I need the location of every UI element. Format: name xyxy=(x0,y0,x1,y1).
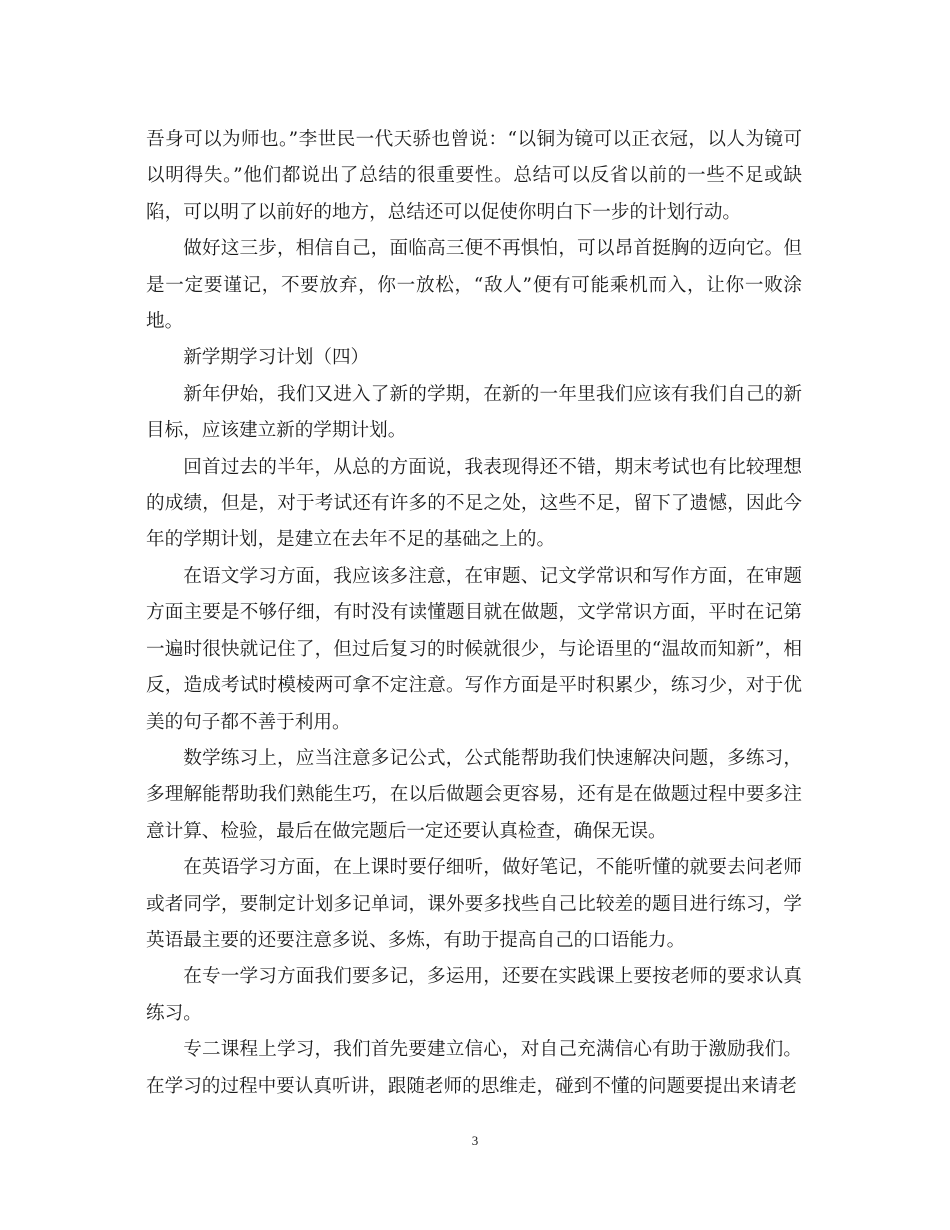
document-body xyxy=(146,122,802,1105)
paragraph: 新年伊始，我们又进入了新的学期，在新的一年里我们应该有我们自己的新目标，应该建立新的学期计划。 xyxy=(146,383,802,442)
paragraph: 数学练习上，应当注意多记公式，公式能帮助我们快速解决问题，多练习，多理解能帮助我们熟能生巧，在以后做题会更容易，还有是在做题过程中要多注意计算、检验，最后在做完题后一定还要认真检查，确保无误。 xyxy=(146,747,802,842)
paragraph: 回首过去的半年，从总的方面说，我表现得还不错，期末考试也有比较理想的成绩，但是，对于考试还有许多的不足之处，这些不足，留下了遗憾，因此今年的学期计划，是建立在去年不足的基础之上的。 xyxy=(146,456,802,551)
paragraph: 做好这三步，相信自己，面临高三便不再惧怕，可以昂首挺胸的迈向它。但是一定要谨记，不要放弃，你一放松，“敌人”便有可能乘机而入，让你一败涂地。 xyxy=(146,238,802,333)
section-heading: 新学期学习计划（四） xyxy=(183,347,370,369)
paragraph: 在专一学习方面我们要多记，多运用，还要在实践课上要按老师的要求认真练习。 xyxy=(146,966,802,1024)
paragraph: 在语文学习方面，我应该多注意，在审题、记文学常识和写作方面，在审题方面主要是不够仔细，有时没有读懂题目就在做题，文学常识方面，平时在记第一遍时很快就记住了，但过后复习的时候就很少，与论语里的“温故而知新”，相反，造成考试时模棱两可拿不定注意。写作方面是平时积累少，练习少，对于优美的句子都不善于利用。 xyxy=(146,565,802,733)
page-number: 3 xyxy=(471,1133,479,1148)
paragraph: 专二课程上学习，我们首先要建立信心，对自己充满信心有助于激励我们。在学习的过程中要认真听讲，跟随老师的思维走，碰到不懂的问题要提出来请老 xyxy=(146,1039,802,1097)
paragraph: 在英语学习方面，在上课时要仔细听，做好笔记，不能听懂的就要去问老师或者同学，要制定计划多记单词，课外要多找些自己比较差的题目进行练习，学英语最主要的还要注意多说、多炼，有助于提高自己的口语能力。 xyxy=(146,857,802,951)
paragraph-continuation: 吾身可以为师也。”李世民一代天骄也曾说：“以铜为镜可以正衣冠，以人为镜可以明得失。”他们都说出了总结的很重要性。总结可以反省以前的一些不足或缺陷，可以明了以前好的地方，总结还可以促使你明白下一步的计划行动。 xyxy=(146,129,802,223)
